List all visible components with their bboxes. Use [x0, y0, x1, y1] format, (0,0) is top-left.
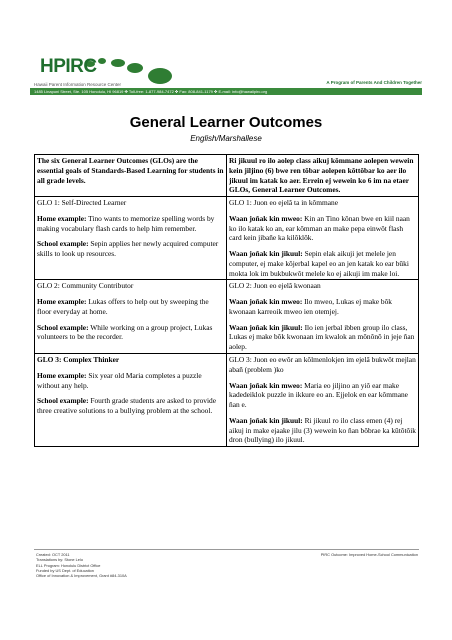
school-example: School example: Fourth grade students are asked to provide three creative solutions to a bullying problem at the school.: [37, 396, 216, 416]
school-example: School example: Sepin applies her newly acquired computer skills to look up resources.: [37, 239, 219, 259]
glo-heading: GLO 1: Self-Directed Learner: [37, 198, 127, 208]
home-example: Waan joñak kin mweo: Kin an Tino kõnan bwe en kiil naan ko ilo katak ko an, ear kõmman an make pepa einwõt flash card kein jibañe ka kilõklõk.: [229, 213, 410, 243]
glo-heading: GLO 3: Juon eo ewõr an kõlmenlokjen im ejelã bukwõt mejlan abañ (problem )ko: [229, 355, 416, 374]
tagline: A Program of Parents And Children Together: [326, 80, 422, 85]
page-title: General Learner Outcomes: [129, 114, 323, 131]
home-example: Waan joñak kin mweo: Maria eo jiljino an yiõ ear make kadedeiklok puzzle in ikkure eo an. Ejjelok en ear kõmmane ñan e.: [229, 380, 408, 410]
home-example: Waan joñak kin mweo: Ilo mweo, Lukas ej make bõk kwonaan karreoik mweo ien otemjej.: [229, 297, 393, 316]
home-example: Home example: Six year old Maria completes a puzzle without any help.: [37, 370, 202, 390]
logo-text: HPIRC: [40, 56, 97, 77]
page-subtitle: English/Marshallese: [190, 134, 262, 143]
hpirc-logo: [30, 50, 180, 90]
header-cell-marshallese: Ri jikuul ro ilo aolep class aikuj kõmmane aolepen wewein kein jiljino (6) bwe ren tõbar aolepen kõttõbar ko aer ilo jikuul im katak ko aer. Errein ej wewein ko 6 im na etaer GLOs, General Learner Outcomes.: [227, 155, 419, 197]
footer-credits: [36, 552, 127, 578]
cell-marshallese: [227, 197, 419, 280]
address-bar: [30, 88, 422, 95]
glo-heading: GLO 3: Complex Thinker: [37, 355, 120, 365]
table-row-glo3: [35, 354, 419, 447]
footer-line: Office of Innovation & Improvement, Grant #84-310A: [36, 573, 127, 579]
home-example: Home example: Tino wants to memorize spelling words by making vocabulary flash cards to help him remember.: [37, 213, 215, 233]
footer-divider: [34, 549, 419, 550]
table-header-row: [35, 155, 419, 197]
school-example: School example: While working on a group project, Lukas volunteers to be the recorder.: [37, 322, 213, 342]
home-example: Home example: Lukas offers to help out by sweeping the floor everyday at home.: [37, 297, 209, 316]
school-example: Waan joñak kin jikuul: Sepin elak aikuji jet melele jen computer, ej make kõjerbal kapel eo an jen katak ko ear būki mokta lok im bukbukwõt melele ko ej aikuji im make loi.: [229, 249, 409, 278]
logo-subtitle: Hawaii Parent Information Resource Center: [34, 82, 122, 87]
footer-line: Created: OCT 2011: [36, 552, 70, 557]
glo-table: [34, 154, 419, 447]
footer-line: Funded by US Dept. of Education: [36, 567, 94, 573]
footer-outcome: PIRC Outcome: Improved Home-School Communication: [320, 552, 418, 557]
cell-english: [35, 354, 227, 447]
table-row-glo2: [35, 280, 419, 354]
footer-line: Translations by: Stone Lelo: [36, 557, 84, 563]
footer-line: ELL Program: Honolulu District Office: [36, 562, 101, 568]
cell-english: [35, 280, 227, 354]
glo-heading: GLO 2: Juon eo ejelã kwonaan: [229, 281, 321, 291]
cell-marshallese: [227, 354, 419, 447]
glo-heading: GLO 1: Juon eo ejelã ta in kõmmane: [229, 198, 338, 208]
cell-marshallese: [227, 280, 419, 354]
glo-heading: GLO 2: Community Contributor: [37, 281, 134, 291]
school-example: Waan joñak kin jikuul: Ri jikuul ro ilo class emen (4) rej aikuj in make ejaake jilu (3) wewein ko ñan bõbrae ka kūtõtõik dron (bullying) ilo jikuul.: [229, 415, 416, 445]
cell-english: [35, 197, 227, 280]
school-example: Waan joñak kin jikuul: Ilo ien jerbal ibben group ilo class, Lukas ej make bõk kwonaan im kwalok an mõnõnõ in jeje ñan aolep.: [229, 322, 415, 352]
address-text: 1485 Linapuni Street, Ste. 105 Honolulu, HI 96819 ✤ Toll-free: 1-877-984-7472 ✤ Fax: 808-841-1179 ✤ E-mail: info@hawaiipirc.org: [34, 89, 268, 94]
header-cell-english: The six General Learner Outcomes (GLOs) are the essential goals of Standards-Based Learning for students in all grade levels.: [35, 155, 227, 197]
table-row-glo1: [35, 197, 419, 280]
